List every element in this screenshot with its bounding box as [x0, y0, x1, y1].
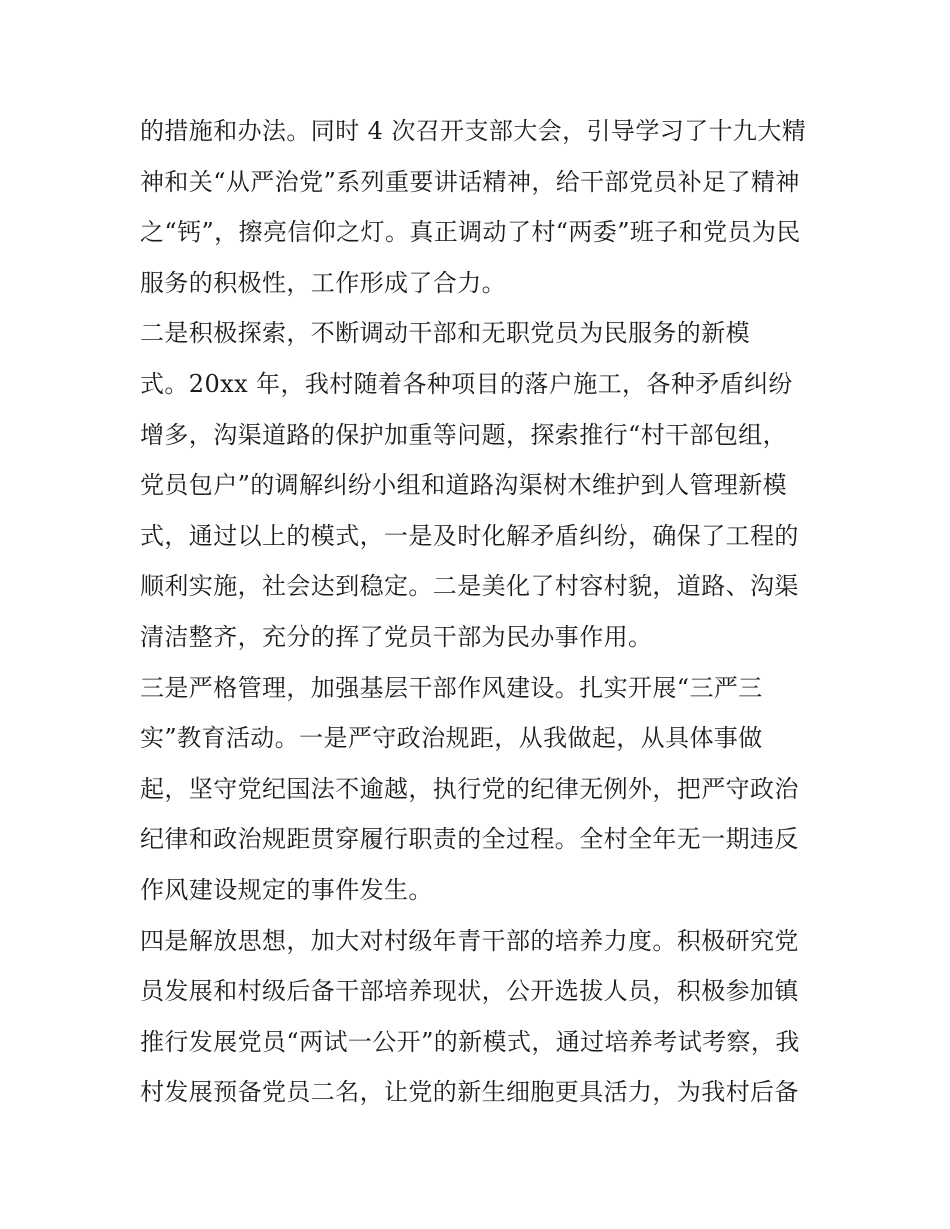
text-line: 推行发展党员“两试一公开”的新模式，通过培养考试考察，我: [140, 1027, 800, 1056]
text-line: 的措施和办法。同时 4 次召开支部大会，引导学习了十九大精: [140, 117, 807, 145]
text-line: 起，坚守党纪国法不逾越，执行党的纪律无例外，把严守政治: [140, 774, 799, 803]
text-line: 之“钙”，擦亮信仰之灯。真正调动了村“两委”班子和党员为民: [140, 218, 801, 247]
text-line: 清洁整齐，充分的挥了党员干部为民办事作用。: [140, 622, 653, 651]
text-line: 顺利实施，社会达到稳定。二是美化了村容村貌，道路、沟渠: [140, 572, 799, 601]
text-line: 二是积极探索，不断调动干部和无职党员为民服务的新模: [140, 319, 750, 348]
text-line: 神和关“从严治党”系列重要讲话精神，给干部党员补足了精神: [140, 167, 800, 196]
text-line: 员发展和村级后备干部培养现状，公开选拔人员，积极参加镇: [140, 977, 799, 1006]
text-line: 作风建设规定的事件发生。: [140, 875, 433, 904]
text-line: 式，通过以上的模式，一是及时化解矛盾纠纷，确保了工程的: [140, 521, 799, 550]
text-line: 四是解放思想，加大对村级年青干部的培养力度。积极研究党: [140, 926, 799, 955]
text-line: 三是严格管理，加强基层干部作风建设。扎实开展“三严三: [140, 673, 763, 702]
text-line: 纪律和政治规距贯穿履行职责的全过程。全村全年无一期违反: [140, 825, 799, 854]
text-line: 实”教育活动。一是严守政治规距，从我做起，从具体事做: [140, 724, 763, 753]
body-text: [140, 106, 830, 1118]
text-line: 增多，沟渠道路的保护加重等问题，探索推行“村干部包组，: [140, 420, 788, 449]
text-line: 党员包户”的调解纠纷小组和道路沟渠树木维护到人管理新模: [140, 471, 788, 500]
text-line: 服务的积极性，工作形成了合力。: [140, 268, 506, 297]
text-line: 式。20xx 年，我村随着各种项目的落户施工，各种矛盾纠纷: [140, 369, 793, 398]
text-line: 村发展预备党员二名，让党的新生细胞更具活力，为我村后备: [140, 1078, 799, 1107]
